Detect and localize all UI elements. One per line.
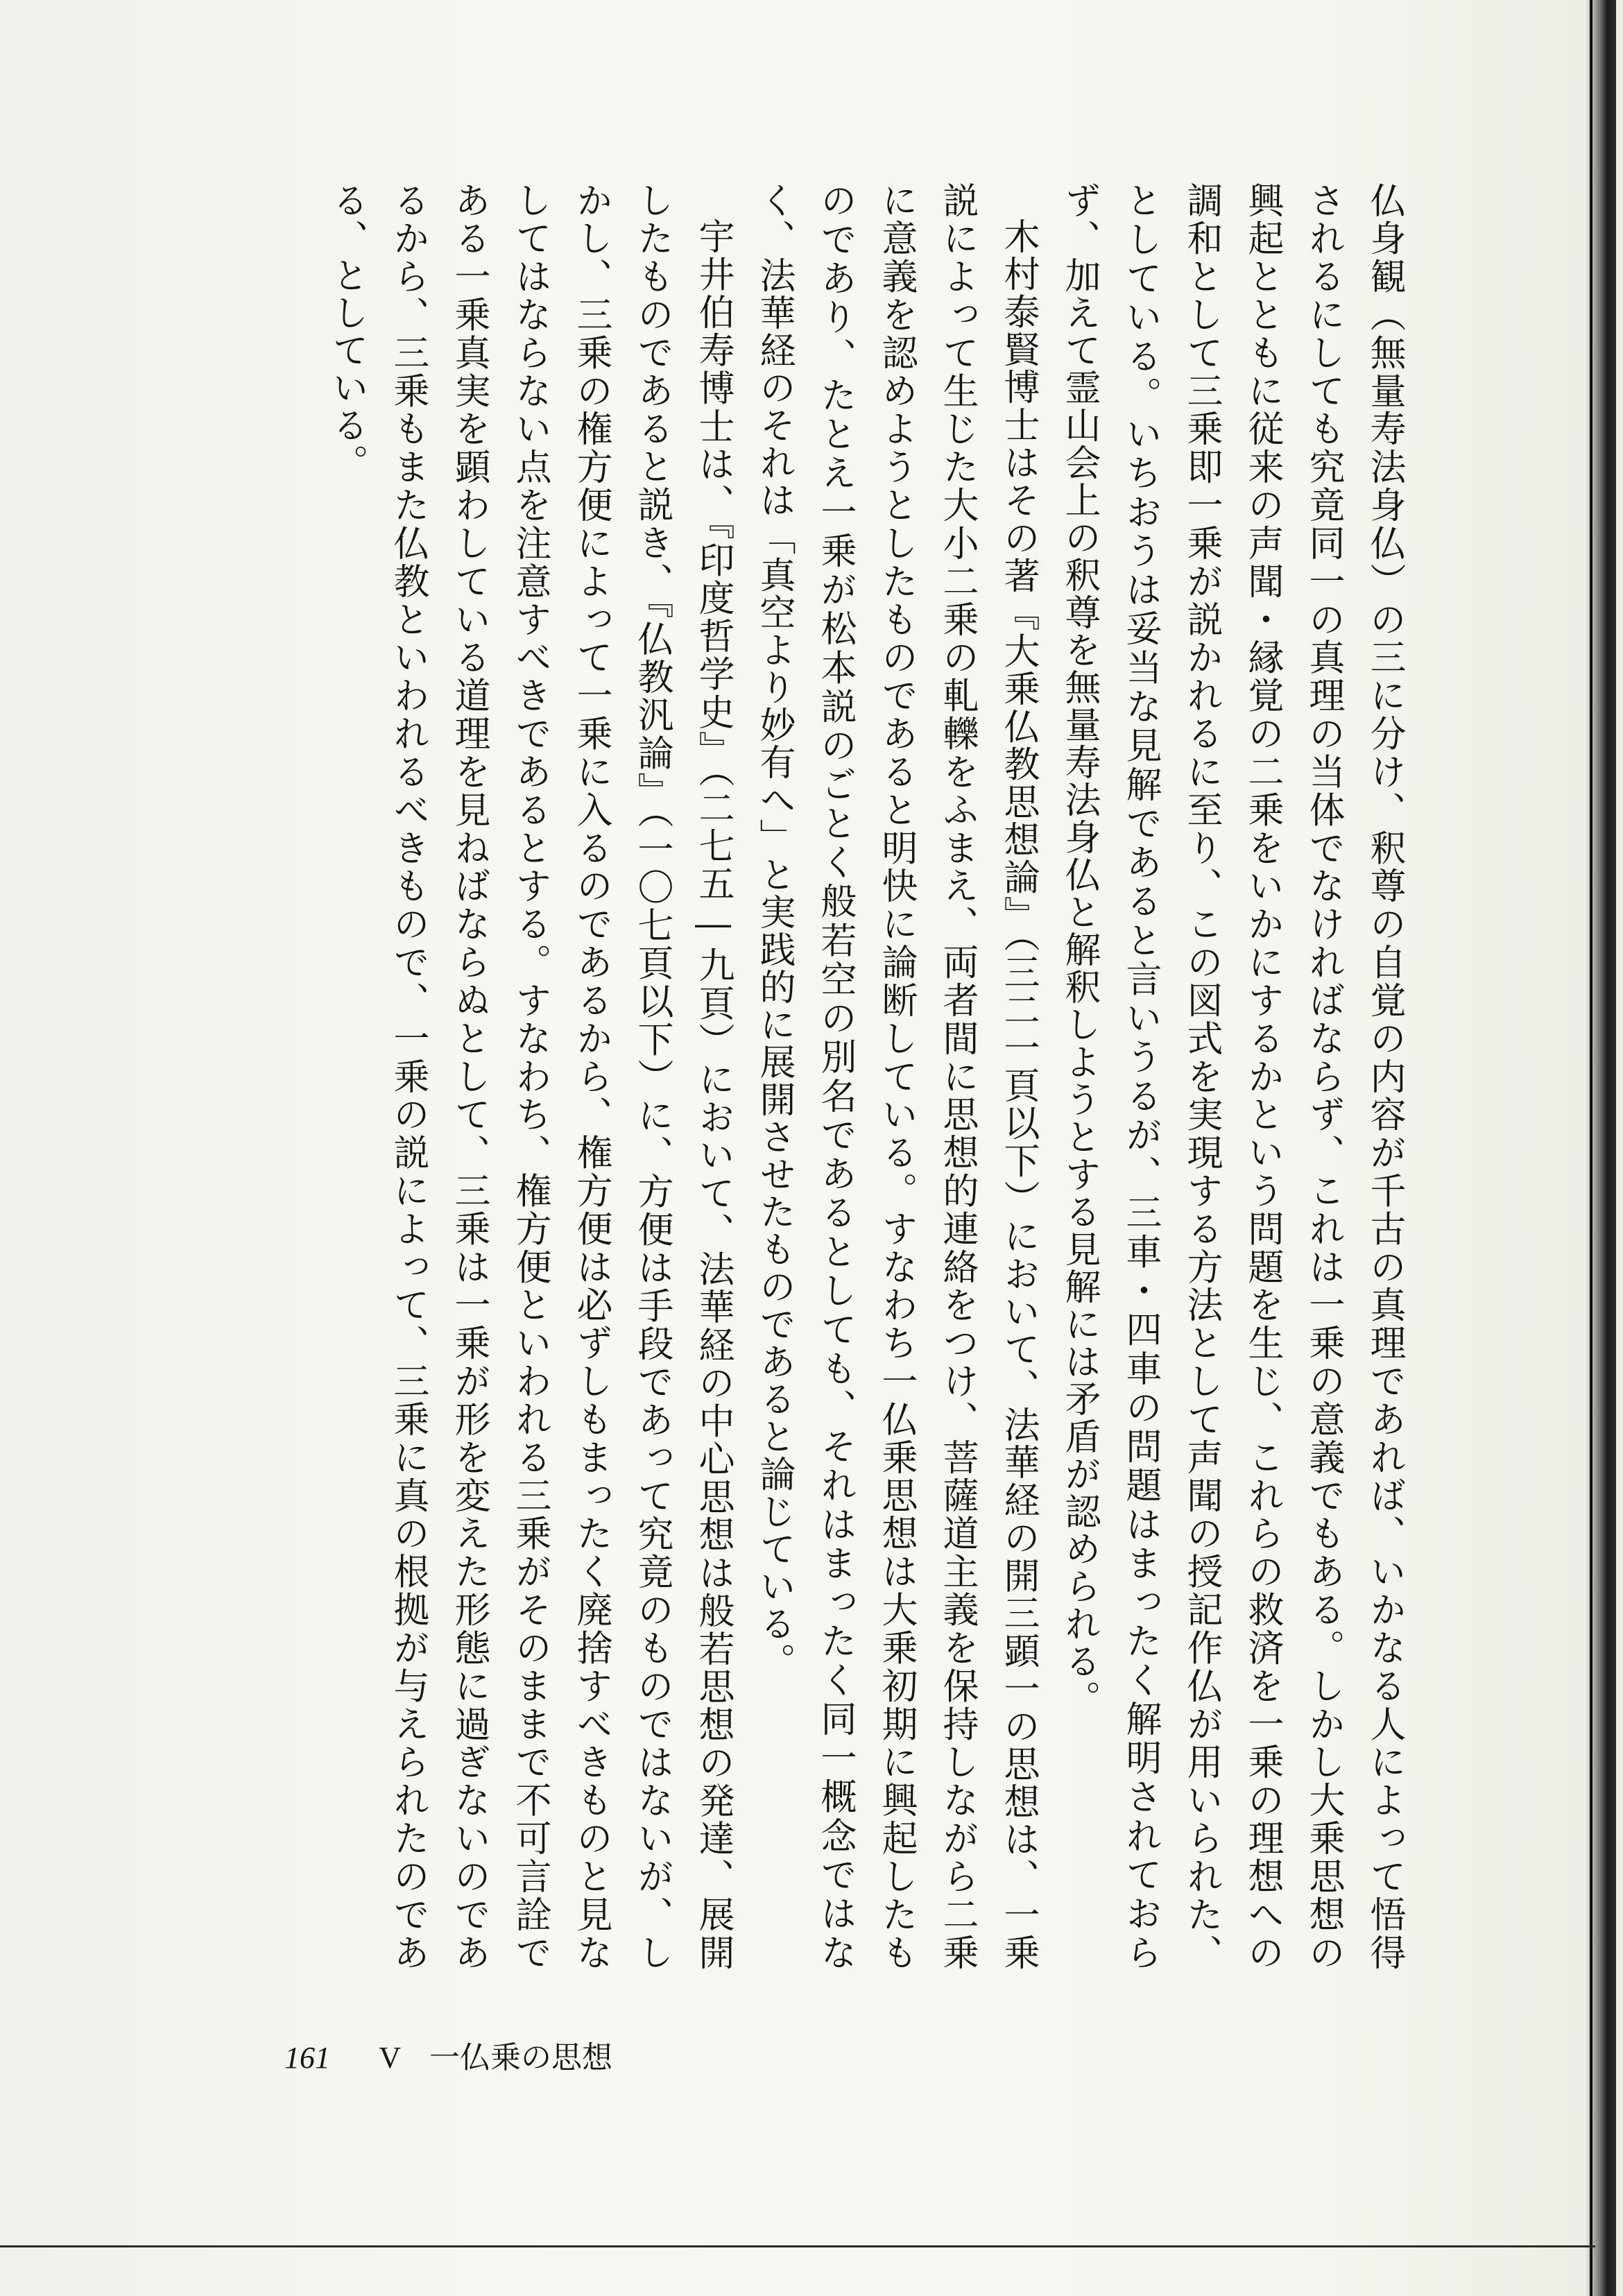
binding-edge-line [1590,0,1592,2296]
page-number: 161 [284,2041,330,2075]
chapter-title: 一仏乗の思想 [429,2041,612,2075]
vertical-text-body [153,182,1415,1971]
paragraph-3: 宇井伯寿博士は、『印度哲学史』（二七五―九頁）において、法華経の中心思想は般若思想の発達、展開したものであると説き、『仏教汎論』（一〇七頁以下）に、方便は手段であって究竟のものではないが、しかし、三乗の権方便によって一乗に入るのであるから、権方便は必ずしもまったく廃捨すべきものと見なしてはならない点を注意すべきであるとする。すなわち、権方便といわれる三乗がそのままで不可言詮である一乗真実を顕わしている道理を見ねばならぬとして、三乗は一乗が形を変えた形態に過ぎないのであるから、三乗もまた仏教といわれるべきもので、一乗の説によって、三乗に真の根拠が与えられたのである、としている。 [326,182,734,1971]
paragraph-1: 仏身観（無量寿法身仏）の三に分け、釈尊の自覚の内容が千古の真理であれば、いかなる人によって悟得されるにしても究竟同一の真理の当体でなければならず、これは一乗の意義でもある。しかし大乗思想の興起とともに従来の声聞・縁覚の二乗をいかにするかという問題を生じ、これらの救済を一乗の理想への調和として三乗即一乗が説かれるに至り、この図式を実現する方法として声聞の授記作仏が用いられた、としている。いちおうは妥当な見解であると言いうるが、三車・四車の問題はまったく解明されておらず、加えて霊山会上の釈尊を無量寿法身仏と解釈しようとする見解には矛盾が認められる。 [1058,182,1405,1971]
chapter-number: V [379,2041,401,2075]
page-bottom-edge [0,2245,1595,2247]
paragraph-2: 木村泰賢博士はその著『大乗仏教思想論』（三二一頁以下）において、法華経の開三顕一の思想は、一乗説によって生じた大小二乗の軋轢をふまえ、両者間に思想的連絡をつけ、菩薩道主義を保持しながら二乗に意義を認めようとしたものであると明快に論断している。すなわち一仏乗思想は大乗初期に興起したものであり、たとえ一乗が松本説のごとく般若空の別名であるとしても、それはまったく同一概念ではなく、法華経のそれは「真空より妙有へ」と実践的に展開させたものであると論じている。 [753,182,1039,1971]
page-footer [284,2032,612,2077]
